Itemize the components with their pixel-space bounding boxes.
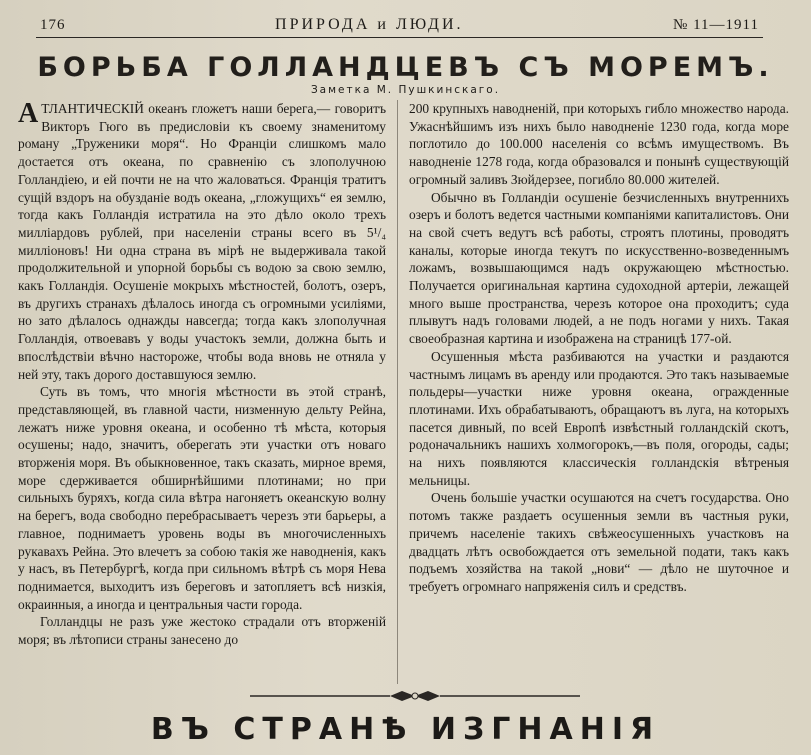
next-article-title: ВЪ СТРАНѢ ИЗГНАНIЯ	[150, 712, 661, 747]
page-number: 176	[40, 16, 66, 33]
article-byline: Заметка М. Пушкинскаго.	[310, 84, 501, 96]
paragraph: Голландцы не разъ уже жестоко страдали отъ вторженiй моря; въ лѣтописи страны занесено до	[18, 614, 386, 648]
drop-cap: А	[18, 98, 39, 129]
paragraph: Обычно въ Голландiи осушенiе безчисленныхъ внутреннихъ озеръ и болотъ ведется частными компанiями капиталистовъ. Они на свой счетъ ведутъ всѣ работы, строятъ плотины, проводятъ каналы, которые иногда текутъ по искусственно-возведеннымъ ложамъ, возвышающимся надъ окружающею мѣстностью. Получается оригинальная картина судоходной артерiи, лежащей много выше пространства, черезъ которое она проходитъ; суда плывутъ надъ головами людей, а не подъ ногами у нихъ. Такая своеобразная картина и изображена на страницѣ 177-ой.	[409, 189, 789, 347]
right-column	[409, 100, 789, 596]
article-title: БОРЬБА ГОЛЛАНДЦЕВЪ СЪ МОРЕМЪ.	[37, 52, 774, 83]
journal-title: ПРИРОДА и ЛЮДИ.	[275, 16, 464, 33]
ornament-divider	[250, 688, 580, 704]
left-column	[18, 100, 386, 649]
paragraph	[18, 100, 386, 383]
paragraph: 200 крупныхъ наводненiй, при которыхъ гибло множество народа. Ужаснѣйшимъ изъ нихъ было наводненiе 1230 года, когда море поглотило до 100.000 населенiя со всѣмъ имуществомъ. Въ наводненiе 1278 года, когда образовался и понынѣ существующiй огромный заливъ Зюйдерзее, погибло 80.000 жителей.	[409, 101, 789, 187]
header-rule	[36, 37, 763, 38]
paragraph-text: ТЛАНТИЧЕСКIЙ океанъ гложетъ наши берега,— говоритъ Викторъ Гюго въ предисловiи къ своему знаменитому роману „Труженики моря“. Но Францiи слишкомъ мало достается отъ океана, по сравненiю съ злополучною Голландiею, и ей почти не на что жаловаться. Францiя тратитъ сущiй вздоръ на обузданiе водъ океана, „гложущихъ“ ея землю, тогда какъ Голландiя истратила на это дѣло около трехъ миллiардовъ рублей, при населенiи страны всего въ 5¹/₄ миллiоновъ! Ни одна страна въ мiрѣ не выдерживала такой продолжительной и упорной борьбы съ водою за свою землю, какъ Голландiя. Осушенiе мокрыхъ мѣстностей, болотъ, озеръ, въ другихъ странахъ дѣлалось иногда съ огромными усилiями, но зато дѣлалось однажды навсегда; тогда какъ злополучная Голландiя, отвоевавъ у воды участокъ земли, должна быть и впослѣдствiи вѣчно настороже, чтобы вода вновь не отняла у ней эту, такъ дорого доставшуюся землю.	[18, 101, 386, 382]
running-head	[40, 14, 759, 36]
issue-number: № 11—1911	[673, 16, 759, 33]
column-divider	[397, 100, 398, 684]
paragraph: Очень большiе участки осушаются на счетъ государства. Оно потомъ также раздаетъ осушенныя земли въ частныя руки, причемъ населенiе такихъ свѣжеосушенныхъ участковъ на двадцать лѣтъ освобождается отъ земельной подати, такъ какъ подъемъ хозяйства на такой „нови“ — дѣло не шуточное и требуетъ огромнаго напряженiя силъ и средствъ.	[409, 490, 789, 594]
paragraph: Суть въ томъ, что многiя мѣстности въ этой странѣ, представляющей, въ главной части, низменную дельту Рейна, лежатъ ниже уровня океана, и особенно тѣ мѣста, которыя осушены; надо, значитъ, оберегать эти участки отъ новаго вторженiя моря. Въ обыкновенное, такъ сказать, мирное время, море сдерживается обширнѣйшими плотинами; но при сильныхъ буряхъ, когда сила вѣтра нагоняетъ океанскую волну на берегъ, вода свободно перебрасываетъ черезъ эти барьеры, а главное, поднимаетъ уровень воды въ многочисленныхъ рукавахъ Рейна. Это влечетъ за собою такiя же наводненiя, какъ у насъ, въ Петербургѣ, когда при сильномъ вѣтрѣ съ моря Нева поднимается, выходитъ изъ береговъ и затопляетъ всѣ низкiя, окраинныя, а иногда и центральныя части города.	[18, 384, 386, 612]
paragraph: Осушенныя мѣста разбиваются на участки и раздаются частнымъ лицамъ въ аренду или продаются. Это такъ называемые польдеры—участки ниже уровня океана, огражденные плотинами. Ихъ обрабатываютъ, обращаютъ въ луга, на которыхъ пасется дивный, по всей Европѣ извѣстный голландскiй скотъ, родоначальникъ нашихъ холмогорокъ,—въ поля, огороды, сады; на нихъ появляются классическiя голландскiя вѣтреныя мельницы.	[409, 348, 789, 488]
